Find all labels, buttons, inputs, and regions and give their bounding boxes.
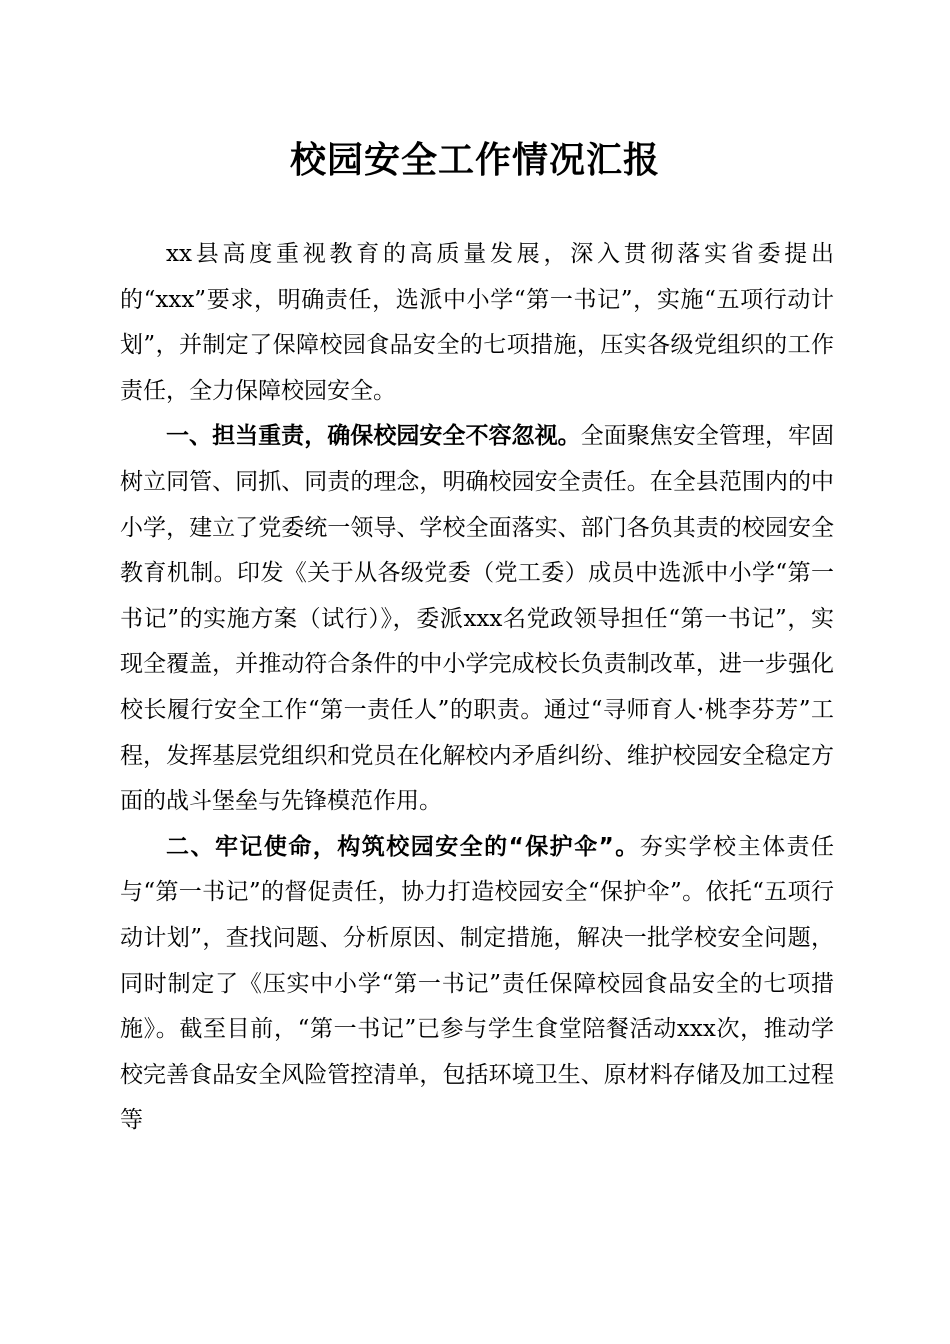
section-2-paragraph — [120, 825, 834, 1144]
document-title: 校园安全工作情况汇报 — [289, 139, 660, 181]
section-1-text: 全面聚焦安全管理，牢固树立同管、同抓、同责的理念，明确校园安全责任。在全县范围内的中小学，建立了党委统一领导、学校全面落实、部门各负其责的校园安全教育机制。印发《关于从各级党委（党工委）成员中选派中小学“第一书记”的实施方案（试行）》，委派xxx名党政领导担任“第一书记”，实现全覆盖，并推动符合条件的中小学完成校长负责制改革，进一步强化校长履行安全工作“第一责任人”的职责。通过“寻师育人·桃李芬芳”工程，发挥基层党组织和党员在化解校内矛盾纠纷、维护校园安全稳定方面的战斗堡垒与先锋模范作用。 — [120, 423, 835, 815]
section-1-heading: 一、担当重责，确保校园安全不容忽视。 — [166, 423, 581, 450]
document-body — [120, 232, 834, 1144]
section-2-heading: 二、牢记使命，构筑校园安全的“保护伞”。 — [166, 833, 640, 860]
section-2-text: 夯实学校主体责任与“第一书记”的督促责任，协力打造校园安全“保护伞”。依托“五项行动计划”，查找问题、分析原因、制定措施，解决一批学校安全问题，同时制定了《压实中小学“第一书记”责任保障校园食品安全的七项措施》。截至目前，“第一书记”已参与学生食堂陪餐活动xxx次，推动学校完善食品安全风险管控清单，包括环境卫生、原材料存储及加工过程等 — [120, 833, 835, 1134]
intro-paragraph: xx县高度重视教育的高质量发展，深入贯彻落实省委提出的“xxx”要求，明确责任，选派中小学“第一书记”，实施“五项行动计划”，并制定了保障校园食品安全的七项措施，压实各级党组织的工作责任，全力保障校园安全。 — [120, 241, 834, 404]
section-1-paragraph — [120, 414, 834, 824]
